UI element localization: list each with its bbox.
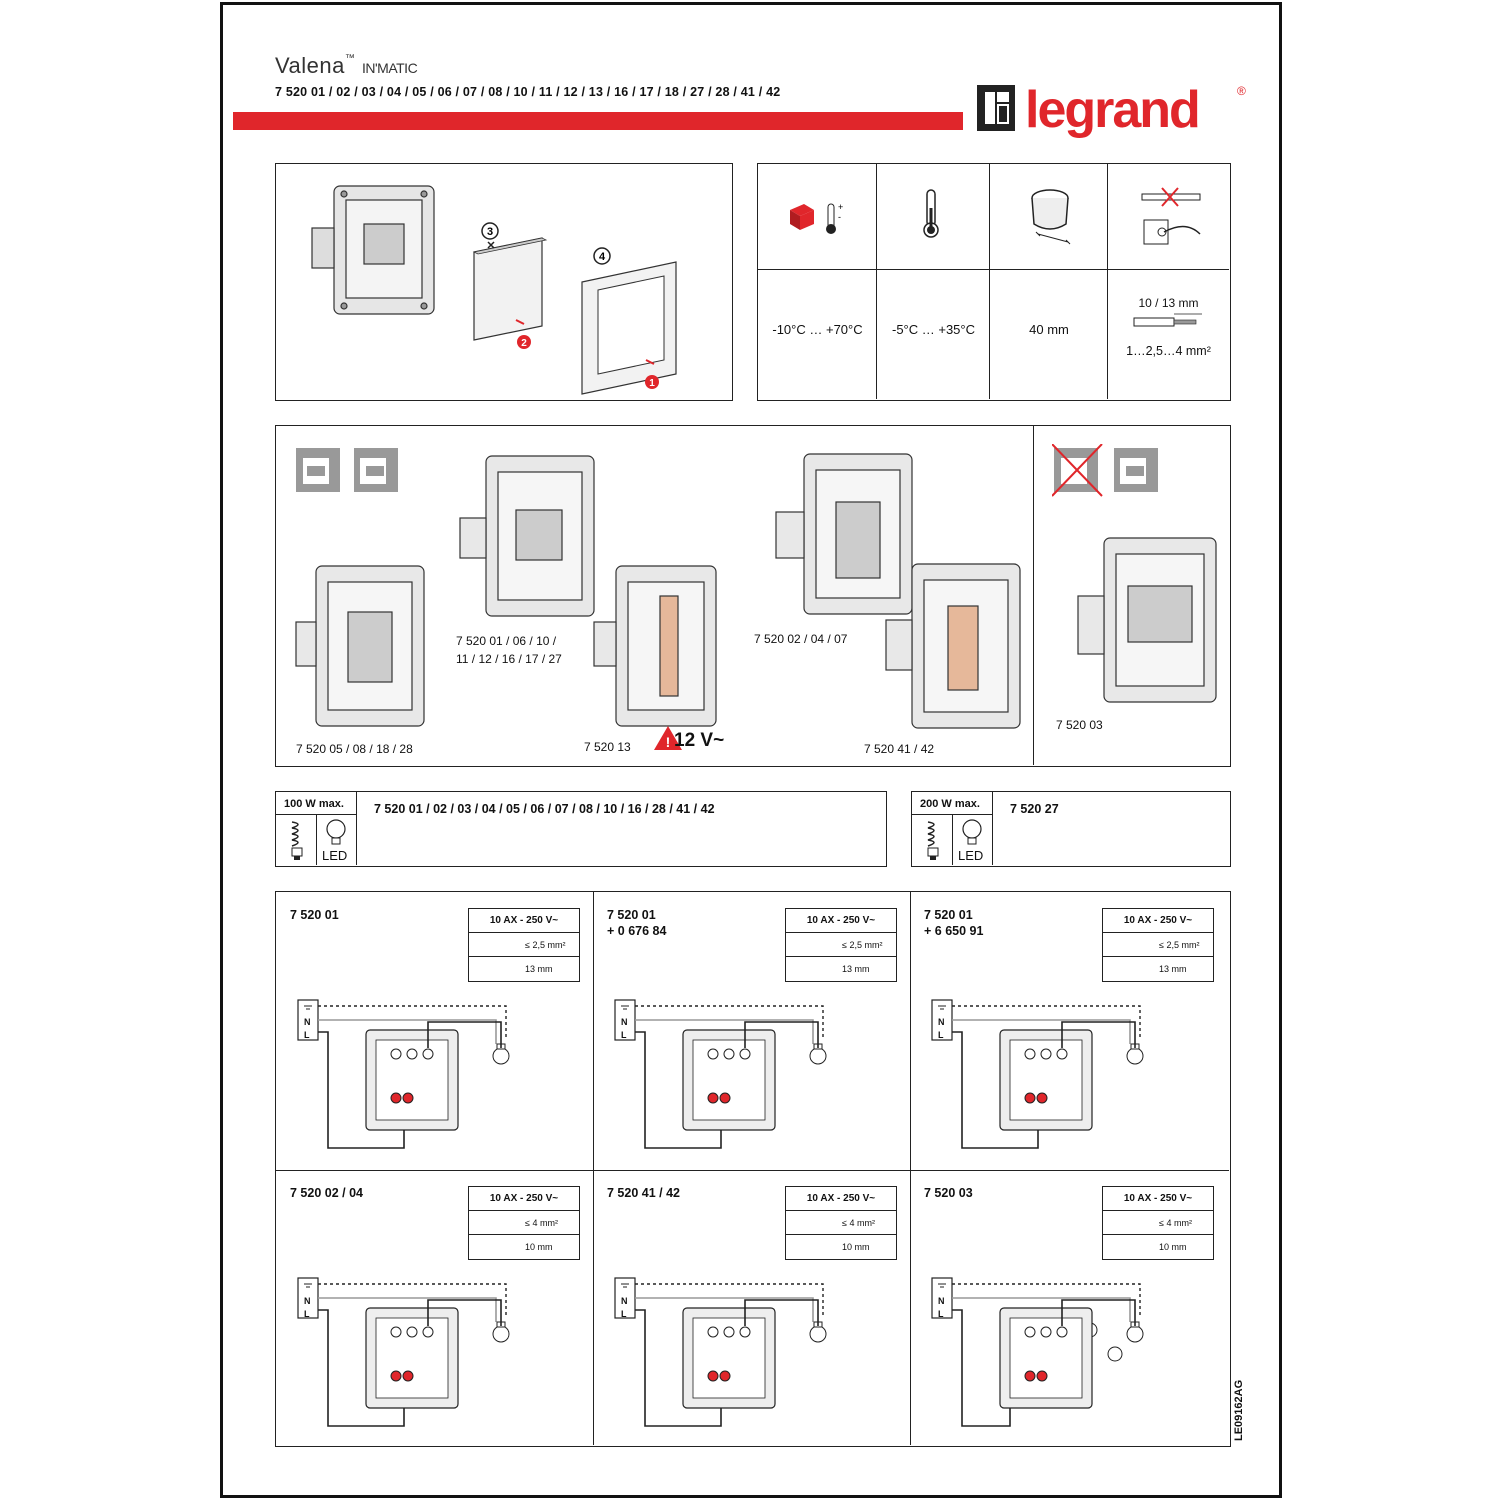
wiring-spec-table	[785, 1186, 897, 1260]
terminal-n: N	[621, 1296, 628, 1306]
load-panel-200w	[911, 791, 1231, 867]
svg-text:+: +	[838, 202, 844, 212]
mechanism-02	[776, 454, 912, 614]
wiring-diagram-6	[910, 1170, 1227, 1448]
wiring-title: 7 520 02 / 04	[290, 1186, 363, 1200]
wiring-diagram-3	[910, 892, 1227, 1170]
wiring-spec-table	[785, 908, 897, 982]
load-max-200w: 200 W max.	[920, 798, 980, 810]
product-title: Valena™ IN'MATIC	[275, 53, 418, 78]
svg-text:-: -	[838, 212, 841, 222]
terminal-n: N	[938, 1296, 945, 1306]
reference-list: 7 520 01 / 02 / 03 / 04 / 05 / 06 / 07 / 08 / 10 / 11 / 12 / 13 / 16 / 17 / 18 / 27 / 28 / 41 / 42	[275, 85, 781, 99]
terminal-n: N	[938, 1017, 945, 1027]
wiring-strip-length: 13 mm	[842, 964, 870, 974]
operating-temperature: -5°C … +35°C	[891, 322, 975, 337]
wiring-grid	[275, 891, 1231, 1447]
svg-text:legrand: legrand	[1025, 81, 1199, 139]
terminal-n: N	[621, 1017, 628, 1027]
led-label-100w: LED	[322, 848, 348, 863]
led-bulb-icon	[322, 818, 350, 846]
wiring-title: 7 520 01	[290, 908, 339, 922]
screwdriver-icon	[1136, 186, 1212, 250]
label-7-520-41: 7 520 41 / 42	[864, 742, 935, 756]
terminal-l: L	[938, 1309, 944, 1319]
label-7-520-01-line1: 7 520 01 / 06 / 10 /	[456, 634, 557, 648]
wiring-rating: 10 AX - 250 V~	[469, 909, 579, 933]
mechanism-illustrations	[276, 426, 1231, 766]
label-7-520-02: 7 520 02 / 04 / 07	[754, 632, 848, 646]
terminal-l: L	[304, 1030, 310, 1040]
wiring-section: ≤ 2,5 mm²	[1159, 940, 1200, 950]
wiring-rating: 10 AX - 250 V~	[1103, 909, 1213, 933]
wiring-strip-length: 13 mm	[525, 964, 553, 974]
svg-text:2: 2	[521, 338, 527, 349]
stripped-wire-icon	[1130, 312, 1208, 332]
wiring-diagram-5	[593, 1170, 910, 1448]
wiring-section: ≤ 2,5 mm²	[842, 940, 883, 950]
load-panel-100w	[275, 791, 887, 867]
wiring-strip-length: 13 mm	[1159, 964, 1187, 974]
storage-temperature-icon	[786, 198, 856, 238]
wiring-section: ≤ 2,5 mm²	[525, 940, 566, 950]
wiring-spec-table	[468, 908, 580, 982]
svg-text:!: !	[665, 734, 671, 750]
terminal-l: L	[938, 1030, 944, 1040]
wiring-rating: 10 AX - 250 V~	[786, 1187, 896, 1211]
red-header-bar	[233, 112, 963, 130]
led-bulb-icon	[958, 818, 986, 846]
svg-text:®: ®	[1237, 84, 1246, 98]
wiring-rating: 10 AX - 250 V~	[469, 1187, 579, 1211]
cfl-bulb-icon	[920, 818, 948, 862]
wiring-spec-table	[468, 1186, 580, 1260]
svg-text:4: 4	[598, 251, 606, 263]
wiring-rating: 10 AX - 250 V~	[1103, 1187, 1213, 1211]
wiring-diagram-4	[276, 1170, 593, 1448]
wiring-strip-length: 10 mm	[525, 1242, 553, 1252]
cfl-bulb-icon	[284, 818, 312, 862]
terminal-l: L	[304, 1309, 310, 1319]
wiring-title-accessory: + 6 650 91	[924, 924, 984, 938]
document-code: LE09162AG	[1233, 1379, 1245, 1441]
load-refs-100w: 7 520 01 / 02 / 03 / 04 / 05 / 06 / 07 / 08 / 10 / 16 / 28 / 41 / 42	[374, 802, 715, 816]
storage-temperature: -10°C … +70°C	[772, 322, 863, 337]
wiring-spec-table	[1102, 1186, 1214, 1260]
wiring-title: 7 520 03	[924, 1186, 973, 1200]
load-refs-200w: 7 520 27	[1010, 802, 1059, 816]
label-7-520-01-line2: 11 / 12 / 16 / 17 / 27	[456, 652, 562, 666]
svg-text:3: 3	[486, 226, 494, 238]
wiring-diagram-1	[276, 892, 593, 1170]
terminal-n: N	[304, 1296, 311, 1306]
mechanism-13	[594, 566, 716, 726]
wiring-title: 7 520 01	[607, 908, 656, 922]
wiring-strip-length: 10 mm	[1159, 1242, 1187, 1252]
terminal-l: L	[621, 1309, 627, 1319]
wiring-spec-table	[1102, 908, 1214, 982]
label-7-520-05: 7 520 05 / 08 / 18 / 28	[296, 742, 413, 756]
terminal-l: L	[621, 1030, 627, 1040]
thermometer-icon	[916, 188, 946, 240]
led-label-200w: LED	[958, 848, 984, 863]
specs-panel	[757, 163, 1231, 401]
mounting-illustration	[276, 164, 731, 399]
wiring-section: ≤ 4 mm²	[525, 1218, 558, 1228]
wiring-title-accessory: + 0 676 84	[607, 924, 667, 938]
mechanisms-panel	[275, 425, 1231, 767]
wiring-strip-length: 10 mm	[842, 1242, 870, 1252]
box-depth-icon	[1022, 184, 1082, 246]
installation-panel	[275, 163, 733, 401]
strip-length: 10 / 13 mm	[1138, 296, 1199, 310]
installation-sheet	[220, 2, 1282, 1498]
wiring-diagram-2	[593, 892, 910, 1170]
wiring-rating: 10 AX - 250 V~	[786, 909, 896, 933]
legrand-logo	[975, 77, 1255, 139]
label-7-520-13: 7 520 13	[584, 740, 631, 754]
wiring-section: ≤ 4 mm²	[1159, 1218, 1192, 1228]
wiring-title: 7 520 01	[924, 908, 973, 922]
svg-text:1: 1	[649, 378, 655, 389]
mechanism-05	[296, 566, 424, 726]
box-depth: 40 mm	[1029, 322, 1069, 337]
label-7-520-03: 7 520 03	[1056, 718, 1103, 732]
terminal-n: N	[304, 1017, 311, 1027]
wiring-section: ≤ 4 mm²	[842, 1218, 875, 1228]
load-max-100w: 100 W max.	[284, 798, 344, 810]
warning-voltage: 12 V~	[674, 730, 725, 751]
mechanism-01	[460, 456, 594, 616]
wiring-title: 7 520 41 / 42	[607, 1186, 680, 1200]
wire-section: 1…2,5…4 mm²	[1126, 344, 1211, 358]
mechanism-03	[1078, 538, 1216, 702]
